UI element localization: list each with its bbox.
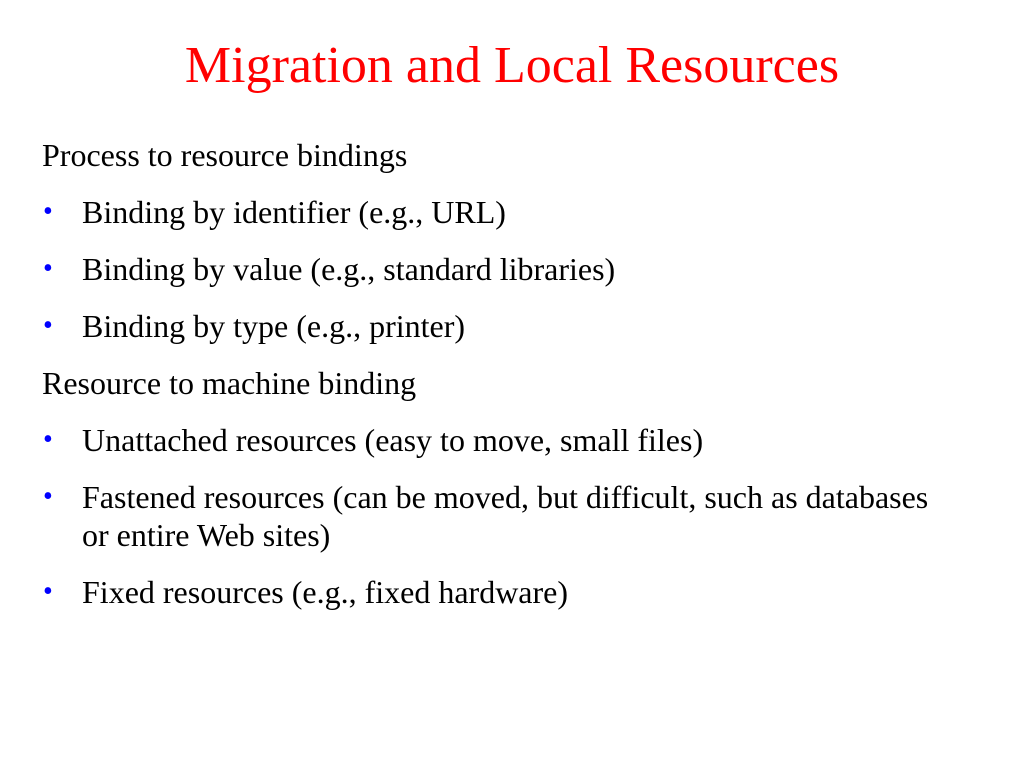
bullet-text: Binding by type (e.g., printer) (82, 308, 466, 344)
bullet-text: Binding by value (e.g., standard libraries) (82, 251, 616, 287)
bullet-binding-by-identifier (42, 193, 942, 231)
bullet-text: Fixed resources (e.g., fixed hardware) (82, 574, 569, 610)
bullet-icon: • (43, 481, 53, 512)
bullet-fastened-resources (42, 478, 942, 554)
bullet-icon: • (43, 310, 53, 341)
bullet-text: Binding by identifier (e.g., URL) (82, 194, 506, 230)
slide-body (42, 136, 942, 630)
bullet-unattached-resources (42, 421, 942, 459)
section-heading-machine-binding: Resource to machine binding (42, 365, 417, 401)
section-heading-process-bindings: Process to resource bindings (42, 137, 408, 173)
slide-title: Migration and Local Resources (184, 37, 840, 94)
bullet-text: Unattached resources (easy to move, small files) (82, 422, 704, 458)
bullet-binding-by-value (42, 250, 942, 288)
bullet-icon: • (43, 253, 53, 284)
bullet-icon: • (43, 424, 53, 455)
bullet-binding-by-type (42, 307, 942, 345)
bullet-icon: • (43, 576, 53, 607)
bullet-icon: • (43, 196, 53, 227)
bullet-fixed-resources (42, 573, 942, 611)
bullet-text: Fastened resources (can be moved, but difficult, such as databases or entire Web sites) (82, 479, 929, 553)
